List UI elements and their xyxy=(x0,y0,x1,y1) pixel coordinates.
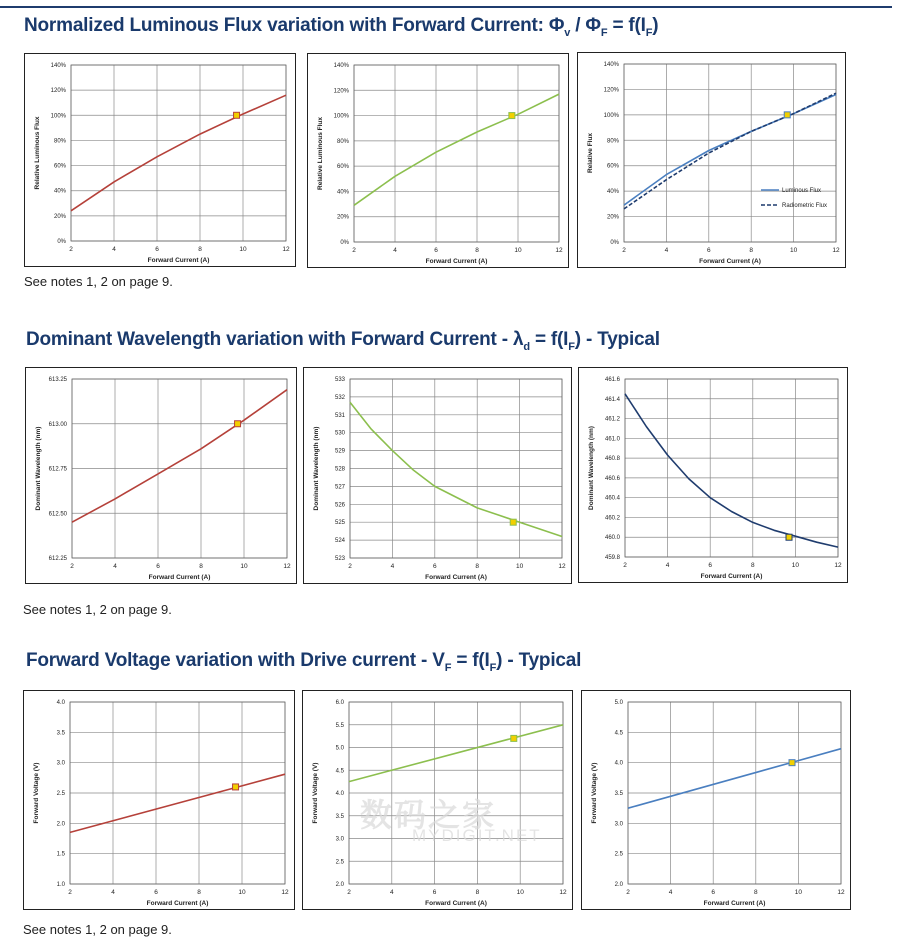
y-tick-label: 3.5 xyxy=(56,730,65,737)
y-tick-label: 120% xyxy=(333,88,349,95)
y-tick-label: 4.5 xyxy=(335,768,344,775)
y-axis-label: Dominant Wavelength (nm) xyxy=(35,426,42,511)
title-sub: F xyxy=(645,26,653,39)
y-tick-label: 0% xyxy=(57,239,66,245)
chart-panel xyxy=(24,53,296,267)
x-tick-label: 10 xyxy=(791,562,800,569)
title-sub: d xyxy=(523,340,530,353)
legend-label: Luminous Flux xyxy=(782,188,822,194)
x-tick-label: 6 xyxy=(432,889,437,896)
y-tick-label: 461.4 xyxy=(604,396,620,403)
x-axis-label: Forward Current (A) xyxy=(699,258,761,265)
x-tick-label: 12 xyxy=(282,246,290,253)
x-tick-label: 12 xyxy=(559,889,567,896)
y-axis-label: Relative Flux xyxy=(587,132,594,174)
x-tick-label: 4 xyxy=(664,247,669,254)
x-tick-label: 4 xyxy=(111,889,115,896)
y-tick-label: 140% xyxy=(603,62,619,68)
y-tick-label: 40% xyxy=(336,189,349,196)
chart-svg xyxy=(25,54,295,266)
x-tick-label: 2 xyxy=(347,889,351,896)
x-tick-label: 4 xyxy=(113,563,117,570)
y-axis-label: Forward Voltage (V) xyxy=(312,762,319,824)
x-tick-label: 8 xyxy=(749,247,754,254)
title-text: = f(I xyxy=(451,650,490,671)
x-tick-label: 8 xyxy=(753,889,758,896)
y-tick-label: 526 xyxy=(334,502,345,509)
y-tick-label: 2.5 xyxy=(335,859,344,866)
data-point-marker xyxy=(509,113,515,119)
chart-svg xyxy=(304,368,571,583)
y-tick-label: 529 xyxy=(334,448,345,455)
y-tick-label: 4.5 xyxy=(614,730,623,737)
x-axis-label: Forward Current (A) xyxy=(703,900,766,907)
y-tick-label: 612.75 xyxy=(48,466,67,473)
x-tick-label: 12 xyxy=(283,563,291,570)
y-tick-label: 5.0 xyxy=(614,700,623,706)
title-text: Forward Voltage variation with Drive current - V xyxy=(26,650,445,671)
y-tick-label: 20% xyxy=(336,214,349,221)
x-tick-label: 2 xyxy=(70,563,74,570)
x-axis-label: Forward Current (A) xyxy=(700,573,763,580)
x-axis-label: Forward Current (A) xyxy=(425,574,487,581)
watermark-text: 数码之家 xyxy=(360,797,497,833)
y-tick-label: 140% xyxy=(333,63,349,69)
x-tick-label: 2 xyxy=(626,889,630,896)
chart-svg xyxy=(26,368,296,583)
plot-area-frame xyxy=(354,65,559,242)
data-point-marker xyxy=(510,519,516,525)
x-tick-label: 10 xyxy=(794,889,803,896)
y-tick-label: 460.4 xyxy=(604,495,620,502)
y-tick-label: 120% xyxy=(603,87,619,94)
y-tick-label: 80% xyxy=(53,138,66,145)
y-tick-label: 60% xyxy=(53,163,66,170)
y-tick-label: 612.50 xyxy=(48,511,67,518)
plot-area-frame xyxy=(71,65,286,241)
x-tick-label: 12 xyxy=(555,247,563,254)
x-tick-label: 4 xyxy=(390,563,395,570)
x-tick-label: 6 xyxy=(711,889,716,896)
section-title-luminous-flux xyxy=(24,15,658,39)
x-tick-label: 6 xyxy=(155,246,159,253)
y-tick-label: 528 xyxy=(334,466,345,473)
x-tick-label: 10 xyxy=(238,889,246,896)
x-axis-label: Forward Current (A) xyxy=(147,257,210,264)
y-tick-label: 5.0 xyxy=(335,745,344,752)
y-tick-label: 100% xyxy=(50,113,66,120)
y-tick-label: 3.0 xyxy=(335,836,344,843)
y-tick-label: 60% xyxy=(336,164,349,171)
y-tick-label: 460.6 xyxy=(604,475,620,482)
chart-svg xyxy=(582,691,850,909)
x-tick-label: 4 xyxy=(668,889,673,896)
x-axis-label: Forward Current (A) xyxy=(148,574,211,581)
x-tick-label: 2 xyxy=(348,563,352,570)
y-tick-label: 459.8 xyxy=(604,555,620,561)
data-point-marker xyxy=(233,784,239,790)
y-tick-label: 461.6 xyxy=(604,377,620,383)
chart-svg xyxy=(578,53,845,267)
y-tick-label: 527 xyxy=(334,484,345,491)
y-tick-label: 40% xyxy=(53,188,66,195)
y-tick-label: 461.0 xyxy=(604,436,620,443)
watermark-subtext: MYDIGIT.NET xyxy=(412,826,542,845)
y-tick-label: 460.2 xyxy=(604,515,620,522)
title-sub: F xyxy=(489,661,497,674)
data-point-marker xyxy=(786,534,792,540)
x-tick-label: 2 xyxy=(352,247,356,254)
data-point-marker xyxy=(784,112,790,118)
x-tick-label: 10 xyxy=(514,247,522,254)
title-text: = f(I xyxy=(607,15,646,36)
y-tick-label: 0% xyxy=(610,240,619,246)
y-tick-label: 460.0 xyxy=(604,535,620,542)
plot-area-frame xyxy=(624,64,836,242)
series-line xyxy=(349,725,563,782)
y-tick-label: 40% xyxy=(606,189,619,196)
x-tick-label: 10 xyxy=(515,563,524,570)
y-tick-label: 120% xyxy=(50,88,66,95)
y-axis-label: Dominant Wavelength (nm) xyxy=(588,426,595,510)
series-line xyxy=(628,749,841,809)
y-axis-label: Relative Luminous Flux xyxy=(34,116,41,190)
footnote-dominant-wavelength: See notes 1, 2 on page 9. xyxy=(23,602,172,617)
legend-label: Radiometric Flux xyxy=(782,203,828,209)
y-tick-label: 5.5 xyxy=(335,722,344,729)
x-tick-label: 8 xyxy=(750,562,755,569)
x-tick-label: 4 xyxy=(112,246,116,253)
chart-panel xyxy=(307,53,569,268)
y-tick-label: 20% xyxy=(606,214,619,221)
section-title-dominant-wavelength xyxy=(26,329,660,353)
y-tick-label: 532 xyxy=(334,394,345,401)
y-tick-label: 0% xyxy=(340,240,349,246)
series-line xyxy=(625,394,838,547)
y-tick-label: 524 xyxy=(334,538,345,545)
y-tick-label: 461.2 xyxy=(604,416,620,423)
y-tick-label: 1.5 xyxy=(56,851,65,858)
y-tick-label: 613.25 xyxy=(48,377,67,383)
x-axis-label: Forward Current (A) xyxy=(425,900,487,907)
y-tick-label: 4.0 xyxy=(56,700,65,706)
x-axis-label: Forward Current (A) xyxy=(146,900,209,907)
x-tick-label: 2 xyxy=(623,562,627,569)
plot-area-frame xyxy=(625,379,838,557)
x-tick-label: 10 xyxy=(516,889,524,896)
y-tick-label: 4.0 xyxy=(614,760,623,767)
x-tick-label: 6 xyxy=(432,563,437,570)
x-tick-label: 8 xyxy=(475,563,480,570)
x-tick-label: 12 xyxy=(558,563,566,570)
data-point-marker xyxy=(789,760,795,766)
y-tick-label: 6.0 xyxy=(335,700,344,706)
x-tick-label: 6 xyxy=(708,562,713,569)
y-tick-label: 140% xyxy=(50,63,66,69)
title-sub: v xyxy=(564,26,571,39)
title-sub: F xyxy=(568,340,575,353)
series-line xyxy=(350,402,562,536)
x-tick-label: 6 xyxy=(706,247,711,254)
chart-svg xyxy=(308,54,568,267)
chart-panel xyxy=(303,367,572,584)
y-axis-label: Dominant Wavelength (nm) xyxy=(313,426,320,511)
y-tick-label: 460.8 xyxy=(604,456,620,463)
y-tick-label: 612.25 xyxy=(48,556,67,562)
chart-panel xyxy=(581,690,851,910)
chart-panel xyxy=(577,52,846,268)
y-tick-label: 20% xyxy=(53,213,66,220)
title-text: = f(I xyxy=(529,329,569,350)
x-tick-label: 8 xyxy=(198,246,202,253)
x-tick-label: 6 xyxy=(434,247,438,254)
y-axis-label: Forward Voltage (V) xyxy=(591,762,598,824)
y-tick-label: 523 xyxy=(334,556,345,562)
x-tick-label: 10 xyxy=(240,563,248,570)
x-tick-label: 6 xyxy=(154,889,158,896)
y-tick-label: 2.0 xyxy=(614,882,623,888)
section-title-forward-voltage xyxy=(26,650,581,674)
x-tick-label: 8 xyxy=(197,889,201,896)
x-tick-label: 2 xyxy=(622,247,626,254)
y-tick-label: 100% xyxy=(603,112,619,119)
x-axis-label: Forward Current (A) xyxy=(425,258,488,265)
y-tick-label: 3.0 xyxy=(56,760,65,767)
y-tick-label: 531 xyxy=(334,412,345,419)
x-tick-label: 6 xyxy=(156,563,160,570)
y-tick-label: 525 xyxy=(334,520,345,527)
data-point-marker xyxy=(511,735,517,741)
title-text: ) - Typical xyxy=(496,650,582,671)
title-sub: F xyxy=(600,26,608,39)
chart-panel xyxy=(23,690,295,910)
title-sub: F xyxy=(444,661,452,674)
x-tick-label: 8 xyxy=(475,247,479,254)
y-axis-label: Forward Voltage (V) xyxy=(33,762,40,824)
data-point-marker xyxy=(234,112,240,118)
y-tick-label: 2.0 xyxy=(56,821,65,828)
y-tick-label: 4.0 xyxy=(335,791,344,797)
y-axis-label: Relative Luminous Flux xyxy=(317,117,324,190)
x-tick-label: 12 xyxy=(837,889,845,896)
x-tick-label: 8 xyxy=(199,563,203,570)
y-tick-label: 80% xyxy=(606,138,619,145)
y-tick-label: 1.0 xyxy=(56,882,65,888)
title-text: ) xyxy=(652,15,659,36)
chart-svg xyxy=(579,368,847,582)
title-text: Normalized Luminous Flux variation with Forward Current: Φ xyxy=(24,15,565,36)
top-rule xyxy=(0,6,892,8)
y-tick-label: 100% xyxy=(333,113,349,120)
title-text: Dominant Wavelength variation with Forward Current - λ xyxy=(26,329,524,350)
chart-svg xyxy=(24,691,294,909)
chart-panel xyxy=(25,367,297,584)
y-tick-label: 3.0 xyxy=(614,821,623,828)
x-tick-label: 12 xyxy=(832,247,840,254)
y-tick-label: 60% xyxy=(606,163,619,170)
y-tick-label: 613.00 xyxy=(48,421,67,428)
y-tick-label: 2.0 xyxy=(335,882,344,888)
series-line xyxy=(354,94,559,205)
y-tick-label: 3.5 xyxy=(614,791,623,797)
x-tick-label: 4 xyxy=(393,247,397,254)
x-tick-label: 4 xyxy=(389,889,394,896)
x-tick-label: 10 xyxy=(239,246,247,253)
footnote-luminous-flux: See notes 1, 2 on page 9. xyxy=(24,274,173,289)
y-tick-label: 2.5 xyxy=(56,791,65,797)
chart-panel xyxy=(578,367,848,583)
series-line xyxy=(71,95,286,211)
title-text: ) - Typical xyxy=(574,329,660,350)
x-tick-label: 2 xyxy=(68,889,72,896)
data-point-marker xyxy=(235,421,241,427)
y-tick-label: 530 xyxy=(334,430,345,437)
title-text: / Φ xyxy=(570,15,601,36)
y-tick-label: 80% xyxy=(336,138,349,145)
x-tick-label: 12 xyxy=(281,889,289,896)
series-line xyxy=(72,390,287,523)
y-tick-label: 533 xyxy=(334,377,345,383)
x-tick-label: 10 xyxy=(789,247,798,254)
y-tick-label: 3.5 xyxy=(335,813,344,820)
y-tick-label: 2.5 xyxy=(614,851,623,858)
x-tick-label: 12 xyxy=(834,562,842,569)
x-tick-label: 4 xyxy=(665,562,670,569)
footnote-forward-voltage: See notes 1, 2 on page 9. xyxy=(23,922,172,937)
x-tick-label: 2 xyxy=(69,246,73,253)
x-tick-label: 8 xyxy=(475,889,480,896)
